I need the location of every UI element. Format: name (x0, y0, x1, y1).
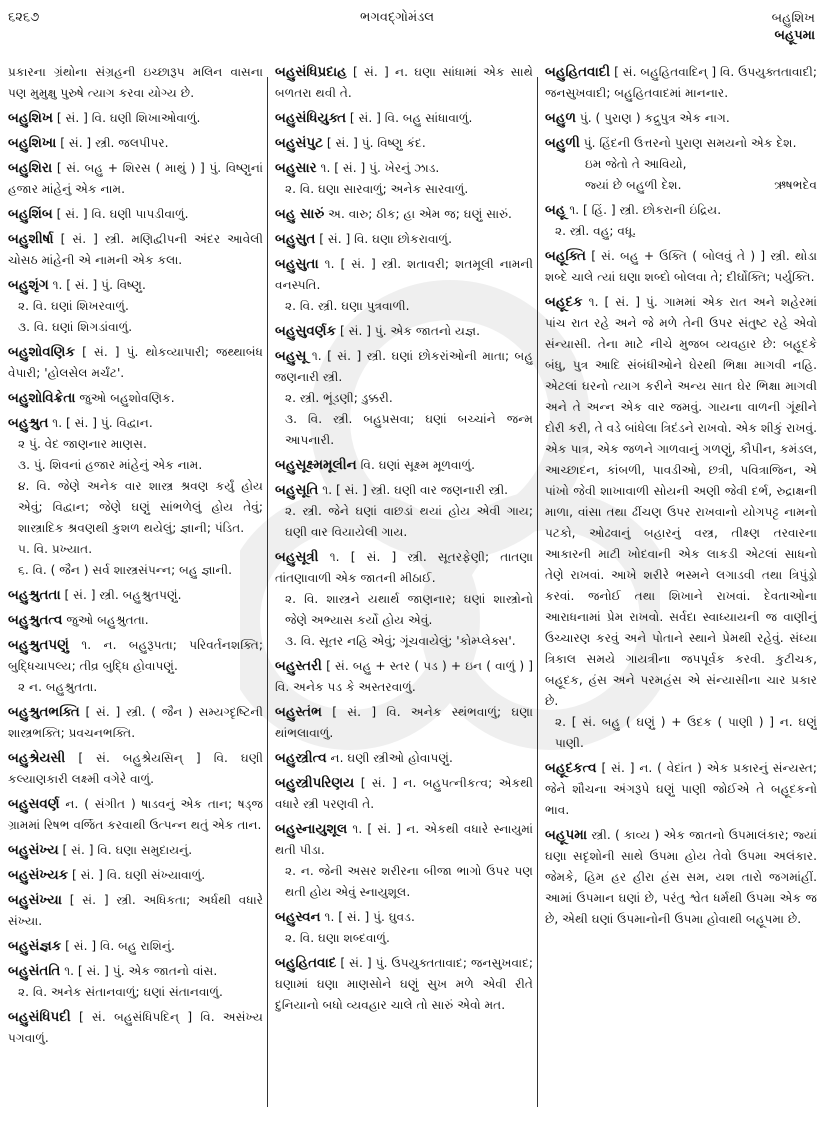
entry-definition: ૧. [ હિં. ] સ્ત્રી. છોકરાની ઇંદ્રિય. (569, 203, 722, 217)
entry-headword: બહુસ્વન (275, 909, 321, 925)
dictionary-entry (8, 158, 263, 200)
entry-definition: ૧. [ સં. ] સ્ત્રી. ઘણી વાર જણનારી સ્ત્રી. (322, 483, 509, 497)
entry-headword: બહુસૂ (275, 348, 307, 364)
dictionary-entry (275, 254, 533, 317)
entry-definition: [ સં. બહુહિતવાદિન્ ] વિ. ઉપયુક્તતાવાદી; જનસુખવાદી; બહુહિતવાદમાં માનનાર. (545, 65, 817, 100)
entry-headword: બહુસૂત્રી (275, 549, 319, 565)
entry-definition: [ સં. ] પું. એક જાતનો યજ્ઞ. (339, 324, 480, 338)
entry-headword: બહુસ્ત્રીપરિણય (275, 775, 355, 791)
entry-headword: બહુશ્રુતપણું (8, 637, 69, 653)
column-divider (537, 77, 538, 1107)
dictionary-entry (275, 480, 533, 543)
entry-definition: ૧. [ સં. ] પું. વિષ્ણુ. (52, 278, 146, 292)
entry-sense: ૨. સ્ત્રી. જેને ઘણાં વાછડાં થયાં હોય એવી ગાય; ઘણી વાર વિયાયેલી ગાય. (285, 504, 533, 539)
entry-headword: બહુશીર્ષા (8, 231, 54, 247)
book-title: ભગવદ્ગોમંડલ (360, 10, 435, 25)
column-2 (275, 62, 533, 1107)
entry-headword: બહુશ્રેયસી (8, 750, 66, 766)
dictionary-entry (545, 758, 817, 821)
entry-headword: બહુહિતવાદ (275, 955, 337, 971)
entry-headword: બહૂપમા (545, 827, 588, 843)
dictionary-entry (8, 1007, 263, 1049)
entry-headword: બહુસંધિપ્રદાહ (275, 64, 347, 80)
entry-headword: બહુહિતવાદી (545, 64, 611, 80)
entry-headword: બહુસ્ત્રીત્વ (275, 750, 327, 766)
entry-definition: પું. ( પુરાણ ) કદ્રુપુત્ર એક નાગ. (579, 111, 730, 125)
dictionary-columns (0, 62, 825, 1112)
entry-sense: ૨. વિ. ઘણા સારવાળું; અનેક સારવાળું. (285, 182, 469, 196)
entry-definition: ૧. [ સં. ] પું. ઘુવડ. (324, 910, 415, 924)
entry-headword: બહૂ (545, 202, 566, 218)
entry-definition: ૧. [ સં. ] પું. વિદ્વાન. (52, 416, 153, 430)
dictionary-entry (545, 246, 817, 288)
entry-headword: બહૂદક (545, 294, 583, 310)
entry-headword: બહુળી (545, 135, 580, 151)
entry-headword: બહુસંધિયુક્ત (275, 110, 347, 126)
entry-definition: [ સં. ] સ્ત્રી. ( જૈન ) સમ્યગ્દૃષ્ટિની શાસ્ત્રભક્તિ; પ્રવચનભક્તિ. (8, 705, 263, 740)
entry-definition: ન. ઘણી સ્ત્રીઓ હોવાપણું. (330, 751, 453, 765)
dictionary-entry (275, 204, 533, 225)
entry-definition: સ્ત્રી. ( કાવ્ય ) એક જાતનો ઉપમાલંકાર; જ્યાં ઘણા સદૃશોની સાથે ઉપમા હોય તેવો ઉપમા અલંકાર. જેમકે, હિમ હર હીરા હંસ સમ, યશ તારો જગમાંહીં. આમાં ઉપમાન ઘણાં છે, પરંતુ શ્વેત ધર્મથી ઉપમા એક જ છે, એથી ઘણાં ઉપમાનોની ઉપમા હોવાથી બહૂપમા છે. (545, 828, 817, 926)
dictionary-entry (275, 346, 533, 451)
entry-headword: બહુશિખ (8, 110, 53, 126)
entry-headword: બહુસ્તંભ (275, 704, 322, 720)
entry-sense: ૨. વિ. અનેક સંતાનવાળું; ઘણાં સંતાનવાળું. (18, 985, 223, 999)
entry-sense: ૨. [ સં. બહુ ( ઘણું ) + ઉદક ( પાણી ) ] ન. ઘણું પાણી. (555, 715, 817, 750)
entry-definition: [ સં. બહુશ્રેયસિન્ ] વિ. ઘણી કલ્યાણકારી લક્ષ્મી વગેરે વાળું. (8, 751, 263, 786)
entry-headword: બહુસંખ્યા (8, 892, 62, 908)
entry-headword: બહુશિંબ (8, 206, 53, 222)
page-number: ૬૨૬૭ (8, 10, 40, 25)
entry-headword: બહુશિરા (8, 160, 53, 176)
entry-definition: [ સં. બહુસંધિપદિન્ ] વિ. અસંખ્ય પગવાળું. (8, 1010, 263, 1045)
dictionary-entry (545, 200, 817, 242)
entry-sense: ૨. સ્ત્રી. ભૂંડણી; ડુક્કરી. (285, 391, 393, 405)
column-divider (267, 77, 268, 1107)
dictionary-entry (275, 819, 533, 903)
entry-definition: જુઓ બહુશોવણિક. (79, 391, 175, 405)
dictionary-entry (275, 133, 533, 154)
entry-definition: પ્રકારના ગ્રંથોના સંગ્રહની ઇચ્છારૂપ મલિન વાસના પણ મુમુક્ષુ પુરુષે ત્યાગ કરવા યોગ્ય છે. (8, 65, 263, 100)
dictionary-entry (8, 702, 263, 744)
column-1 (8, 62, 263, 1107)
dictionary-entry (275, 547, 533, 652)
dictionary-entry (545, 62, 817, 104)
dictionary-entry (8, 840, 263, 861)
column-3 (545, 62, 817, 1107)
entry-sense: ૩. વિ. સૂતર નહિ એવું; ગૂંચવાયેલું; 'કોમ્પ્લેક્સ'. (285, 634, 516, 648)
entry-sense: ૬. વિ. ( જૈન ) સર્વ શાસ્ત્રસંપન્ન; બહુ જ્ઞાની. (18, 563, 232, 577)
entry-sense: ૨ પું. વેદ જાણનાર માણસ. (18, 437, 147, 451)
entry-quote-line (545, 154, 817, 175)
entry-definition: ૧. [ સં. ] પું. એક જાતનો વાંસ. (64, 964, 218, 978)
dictionary-entry (8, 204, 263, 225)
entry-definition: ૧. [ સં. ] સ્ત્રી. શતાવરી; શતમૂલી નામની વનસ્પતિ. (275, 257, 533, 292)
entry-headword: બહુશ્રુતભક્તિ (8, 704, 80, 720)
entry-definition: અ. વારુ; ઠીક; હા એમ જ; ઘણું સારું. (328, 207, 512, 221)
entry-headword: બહુસાર (275, 160, 317, 176)
entry-definition: [ સં. ] વિ. ઘણી શિખાઓવાળું. (56, 111, 201, 125)
dictionary-entry (275, 656, 533, 698)
dictionary-entry (8, 748, 263, 790)
quote-text: ઇમ જેતો તે આવિયો, (585, 157, 687, 171)
entry-definition: [ સં. ] ન. ઘણા સાંધામાં એક સાથે બળતરા થવી તે. (275, 65, 533, 100)
entry-definition: [ સં. ] વિ. ઘણી સંખ્યાવાળું. (72, 868, 206, 882)
entry-headword: બહુસંખ્યક (8, 867, 69, 883)
entry-headword: બહુસુત (275, 231, 316, 247)
entry-headword: બહુસંતતિ (8, 963, 61, 979)
entry-sense: ૨. વિ. સ્ત્રી. ઘણા પુત્રવાળી. (285, 299, 410, 313)
entry-definition: વિ. ઘણાં સૂક્ષ્મ મૂળવાળું. (360, 458, 476, 472)
dictionary-entry (8, 890, 263, 932)
dictionary-entry (8, 794, 263, 836)
dictionary-entry (8, 229, 263, 271)
entry-definition: [ સં. ] સ્ત્રી. અધિકતા; અર્ધથી વધારે સંખ્યા. (8, 893, 263, 928)
entry-headword: બહુસંખ્ય (8, 842, 59, 858)
dictionary-entry (8, 865, 263, 886)
guide-word-last: બહૂપમા (774, 28, 815, 43)
dictionary-entry (8, 62, 263, 104)
dictionary-entry (8, 936, 263, 957)
dictionary-entry (275, 773, 533, 815)
entry-definition: [ સં. ] વિ. બહુ રાશિનું. (65, 939, 175, 953)
entry-sense: ૨. વિ. ઘણાં શિખરવાળું. (18, 299, 129, 313)
dictionary-entry (8, 635, 263, 698)
entry-definition: [ સં. બહુ + શિરસ ( માથું ) ] પું. વિષ્ણુનાં હજાર માંહેનું એક નામ. (8, 161, 263, 196)
entry-headword: બહુસ્તરી (275, 658, 322, 674)
entry-sense: ૨. ન. જેની અસર શરીરના બીજા ભાગો ઉપર પણ થતી હોય એવું સ્નાયુશૂલ. (285, 864, 533, 899)
entry-sense: ૩. પું. શિવનાં હજાર માંહેનું એક નામ. (18, 458, 203, 472)
entry-headword: બહુશોવણિક (8, 344, 75, 360)
dictionary-entry (275, 229, 533, 250)
entry-sense: ૫. વિ. પ્રખ્યાત. (18, 542, 93, 556)
entry-quote-line (545, 175, 817, 196)
dictionary-entry (275, 953, 533, 1016)
dictionary-entry (8, 585, 263, 606)
entry-sense: ૨. સ્ત્રી. વહુ; વધૂ. (555, 224, 637, 238)
entry-headword: બહુસુતા (275, 256, 319, 272)
entry-definition: [ સં. ] સ્ત્રી. બહુશ્રુતપણું. (64, 588, 182, 602)
entry-headword: બહુશૃંગ (8, 277, 49, 293)
entry-definition: [ સં. ] સ્ત્રી. જલપીપર. (60, 136, 169, 150)
entry-headword: બહૂદકત્વ (545, 760, 597, 776)
guide-words (772, 10, 815, 44)
page-header (0, 0, 825, 60)
entry-definition: [ સં. ] વિ. ઘણા છોકરાવાળું. (319, 232, 452, 246)
entry-headword: બહુશ્રુતત્વ (8, 612, 63, 628)
entry-definition: ૧. [ સં. ] સ્ત્રી. ઘણાં છોકરાંઓની માતા; બહુ જણનારી સ્ત્રી. (275, 349, 533, 384)
dictionary-entry (275, 455, 533, 476)
entry-definition: ૧. [ સં. ] પું. ગામમાં એક રાત અને શહેરમાં પાંચ રાત રહે અને જે મળે તેની ઉપર સંતુષ્ટ રહે એવો સંન્યાસી. તેના માટે નીચે મુજબ વ્યવહાર છે: બહૂદકે બંધુ, પુત્ર આદિ સંબંધીઓને ઘેરથી ભિક્ષા માગવી નહિ. એટલાં ઘરનો ત્યાગ કરીને અન્ય સાત ઘેર ભિક્ષા માગવી અને તે અન્ન એક વાર જમવું. ગાયના વાળની ગૂંથીને દોરી કરી, તે વડે બાંધેલા ત્રિદંડને રાખવો. એક શીકું રાખવું. એક પાત્ર, એક જળને ગાળવાનું ગળણું, કૌપીન, કમંડલ, આચ્છાદન, કાંબળી, પાવડીઓ, છત્રી, પવિત્રાજિન, એ પાંખો જેવી શાખાવાળી સોયની અણી જેવી દર્ભ, રુદ્રાક્ષની માળા, વાંસા તથા ઢીંચણ ઉપર રાખવાનો યોગપટ્ટ નામનો પટકો, ઓઢવાનું બહારનું વસ્ત્ર, તીક્ષ્ણ તરવારના આકારની માટી ખોદવાની એક લાકડી એટલાં સાધનો તેણે રાખવાં. આખે શરીરે ભસ્મને લગાડવી તથા ત્રિપુંડ્રો કરવાં. જનોઈ તથા શિખાને રાખવાં. દેવતાઓના આરાધનામાં પ્રેમ રાખવો. સર્વદા સ્વાધ્યાયની જ વાણીનું ઉચ્ચારણ કરવું અને પોતાને સ્થાને પ્રેમથી રહેવું. સંધ્યા ત્રિકાલ સમયે ગાયત્રીના જપપૂર્વક કરવી. કુટીચક, બહૂદક, હંસ અને પરમહંસ એ સંન્યાસીના ચાર પ્રકાર છે. (545, 295, 817, 708)
dictionary-entry (8, 275, 263, 338)
entry-definition: [ સં. બહુ + ઉક્તિ ( બોલવું તે ) ] સ્ત્રી. થોડા શબ્દે ચાલે ત્યાં ઘણા શબ્દો બોલવા તે; દીર્ઘોક્તિ; પર્યુક્તિ. (545, 249, 817, 284)
entry-headword: બહુશ્રુત (8, 415, 49, 431)
entry-sense: ૨ ન. બહુશ્રુતતા. (18, 680, 98, 694)
entry-sense: ૪. વિ. જેણે અનેક વાર શાસ્ત્ર શ્રવણ કર્યું હોય એવું; વિદ્વાન; જેણે ઘણું સાંભળેલું હોય તેવું; શાસ્ત્રાદિક શ્રવણથી કુશળ થયેલું; જ્ઞાની; પંડિત. (18, 479, 263, 535)
entry-headword: બહુસંપુટ (275, 135, 323, 151)
entry-headword: બહુસ્નાયુશૂલ (275, 821, 348, 837)
entry-definition: ૧. [ સં. ] પું. ખેરનું ઝાડ. (320, 161, 440, 175)
dictionary-entry (275, 907, 533, 949)
entry-definition: [ સં. ] વિ. બહુ સાંધાવાળું. (349, 111, 473, 125)
guide-word-first: બહુશિખ (771, 11, 815, 26)
entry-definition: [ સં. ] પું. ઉપયુક્તતાવાદ; જનસુખવાદ; ઘણામાં ઘણા માણસોને ઘણું સુખ મળે એવી રીતે દુનિયાનો બધો વ્યવહાર ચાલે તો સારું એવો મત. (275, 956, 533, 1012)
entry-headword: બહુ સારું (275, 206, 325, 222)
entry-definition: [ સં. ] પું. વિષ્ણુ કંદ. (326, 136, 426, 150)
entry-headword: બહુસંધિપદી (8, 1009, 71, 1025)
entry-definition: [ સં. ] ન. ( વેદાંત ) એક પ્રકારનું સંન્યસ્ત; જેને શૌચના અંગરૂપે ઘણું પાણી જોઈએ તે બહૂદકનો ભાવ. (545, 761, 817, 817)
entry-definition: [ સં. ] સ્ત્રી. મણિદ્વીપની અંદર આવેલી ચોસઠ માંહેની એ નામની એક કલા. (8, 232, 263, 267)
dictionary-entry (8, 133, 263, 154)
quote-text: જ્યાં છે બહુળી દેશ. (585, 178, 682, 192)
entry-headword: બહુશિખા (8, 135, 57, 151)
dictionary-entry (275, 321, 533, 342)
entry-definition: [ સં. ] પું. થોકવ્યાપારી; જથ્થાબંધ વેપારી; 'હોલસેલ મર્ચંટ'. (8, 345, 263, 380)
dictionary-entry (8, 610, 263, 631)
dictionary-entry (545, 133, 817, 196)
entry-definition: ૧. [ સં. ] ન. એકથી વધારે સ્નાયુમાં થતી પીડા. (275, 822, 533, 857)
dictionary-entry (8, 388, 263, 409)
entry-definition: [ સં. ] વિ. ઘણી પાપડીવાળું. (56, 207, 189, 221)
entry-sense: ૩. વિ. સ્ત્રી. બહુપ્રસવા; ઘણાં બચ્ચાંને જન્મ આપનારી. (285, 412, 533, 447)
entry-definition: ન. ( સંગીત ) ષાડવનું એક તાન; ષડ્જ ગ્રામમાં રિષભ વર્જિત કરવાથી ઉત્પન્ન થતું એક તાન. (8, 797, 263, 832)
entry-headword: બહુસંજ્ઞક (8, 938, 62, 954)
entry-headword: બહૂક્તિ (545, 248, 586, 264)
dictionary-entry (8, 108, 263, 129)
entry-sense: ૩. વિ. ઘણાં શિગડાંવાળું. (18, 320, 133, 334)
entry-definition: ૧. [ સં. ] સ્ત્રી. સૂતરફેણી; તાતણા તાંતણાવાળી એક જાતની મીઠાઈ. (275, 550, 533, 585)
entry-definition: ૧. ન. બહુરૂપતા; પરિવર્તનશક્તિ; બુદ્ધિચાપલ્ય; તીવ્ર બુદ્ધિ હોવાપણું. (8, 638, 263, 673)
entry-headword: બહુસૂક્ષ્મમૂલીન (275, 457, 357, 473)
dictionary-entry (8, 413, 263, 581)
dictionary-entry (545, 108, 817, 129)
entry-definition: જુઓ બહુશ્રુતતા. (66, 613, 149, 627)
entry-headword: બહુસૂતિ (275, 482, 319, 498)
dictionary-entry (275, 702, 533, 744)
entry-headword: બહુસવર્ણ (8, 796, 60, 812)
entry-headword: બહુસુવર્ણક (275, 323, 337, 339)
entry-definition: [ સં. બહુ + સ્તર ( પડ ) + ઇન ( વાળું ) ] વિ. અનેક પડ કે અસ્તરવાળું. (275, 659, 533, 694)
dictionary-entry (545, 825, 817, 930)
entry-headword: બહુળ (545, 110, 576, 126)
entry-definition: પું. હિંદની ઉત્તરનો પુરાણ સમયનો એક દેશ. (583, 136, 797, 150)
dictionary-entry (275, 62, 533, 104)
dictionary-entry (8, 961, 263, 1003)
entry-definition: [ સં. ] ન. બહુપત્નીકત્વ; એકથી વધારે સ્ત્રી પરણવી તે. (275, 776, 533, 811)
dictionary-entry (275, 748, 533, 769)
entry-definition: [ સં. ] વિ. ઘણા સમુદાયનું. (62, 843, 193, 857)
dictionary-entry (545, 292, 817, 754)
dictionary-entry (8, 342, 263, 384)
dictionary-entry (275, 158, 533, 200)
entry-sense: ૨. વિ. શાસ્ત્રને યથાર્થ જાણનાર; ઘણાં શાસ્ત્રોનો જેણે અભ્યાસ કર્યો હોય એવું. (285, 592, 533, 627)
entry-headword: બહુશોવિક્રેતા (8, 390, 76, 406)
entry-sense: ૨. વિ. ઘણા શબ્દવાળું. (285, 931, 390, 945)
entry-headword: બહુશ્રુતતા (8, 587, 61, 603)
quote-attribution: ઋષભદેવ (774, 178, 817, 192)
dictionary-entry (275, 108, 533, 129)
entry-definition: [ સં. ] વિ. અનેક સ્થંભવાળું; ઘણા થાંભલાવાળું. (275, 705, 533, 740)
